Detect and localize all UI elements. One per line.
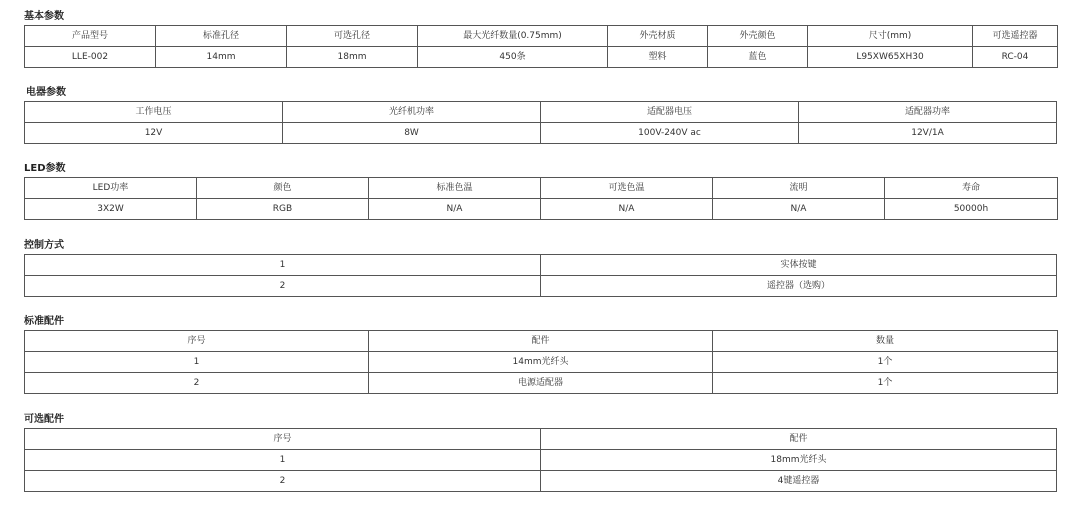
table-header-row bbox=[25, 102, 1057, 123]
header-cell: 适配器电压 bbox=[541, 102, 799, 123]
section-title-standard-parts: 标准配件 bbox=[24, 316, 64, 327]
table-cell: N/A bbox=[541, 199, 713, 220]
header-cell: 流明 bbox=[713, 178, 885, 199]
table-row bbox=[25, 450, 1057, 471]
table-header-row bbox=[25, 331, 1058, 352]
control-method-table bbox=[24, 254, 1057, 297]
table-cell: 8W bbox=[283, 123, 541, 144]
table-cell: 100V-240V ac bbox=[541, 123, 799, 144]
header-cell: 配件 bbox=[369, 331, 713, 352]
header-cell: 外壳材质 bbox=[608, 26, 708, 47]
table-cell: 1 bbox=[25, 352, 369, 373]
header-cell: 配件 bbox=[541, 429, 1057, 450]
header-cell: 外壳颜色 bbox=[708, 26, 808, 47]
table-row bbox=[25, 276, 1057, 297]
optional-parts-table bbox=[24, 428, 1057, 492]
header-cell: 寿命 bbox=[885, 178, 1058, 199]
basic-params-table bbox=[24, 25, 1058, 68]
header-cell: 光纤机功率 bbox=[283, 102, 541, 123]
header-cell: 尺寸(mm) bbox=[808, 26, 973, 47]
table-row bbox=[25, 199, 1058, 220]
table-cell: 遥控器（选购） bbox=[541, 276, 1057, 297]
table-cell: 1个 bbox=[713, 352, 1058, 373]
section-title-electrical: 电器参数 bbox=[26, 87, 66, 98]
table-header-row bbox=[25, 429, 1057, 450]
table-cell: 3X2W bbox=[25, 199, 197, 220]
table-cell: 1 bbox=[25, 450, 541, 471]
header-cell: 标准色温 bbox=[369, 178, 541, 199]
electrical-params-table bbox=[24, 101, 1057, 144]
table-cell: 电源适配器 bbox=[369, 373, 713, 394]
header-cell: 颜色 bbox=[197, 178, 369, 199]
section-title-basic: 基本参数 bbox=[24, 11, 64, 22]
table-cell: 14mm光纤头 bbox=[369, 352, 713, 373]
table-cell: N/A bbox=[369, 199, 541, 220]
table-cell: N/A bbox=[713, 199, 885, 220]
header-cell: 可选孔径 bbox=[287, 26, 418, 47]
table-row bbox=[25, 352, 1058, 373]
section-title-optional-parts: 可选配件 bbox=[24, 414, 64, 425]
table-row bbox=[25, 123, 1057, 144]
table-cell: 实体按键 bbox=[541, 255, 1057, 276]
table-cell: RC-04 bbox=[973, 47, 1058, 68]
table-header-row bbox=[25, 26, 1058, 47]
table-cell: 2 bbox=[25, 276, 541, 297]
table-cell: 蓝色 bbox=[708, 47, 808, 68]
table-cell: 14mm bbox=[156, 47, 287, 68]
table-cell: 塑料 bbox=[608, 47, 708, 68]
header-cell: 标准孔径 bbox=[156, 26, 287, 47]
standard-parts-table bbox=[24, 330, 1058, 394]
table-row bbox=[25, 471, 1057, 492]
header-cell: 数量 bbox=[713, 331, 1058, 352]
header-cell: 序号 bbox=[25, 331, 369, 352]
header-cell: 可选色温 bbox=[541, 178, 713, 199]
header-cell: 最大光纤数量(0.75mm) bbox=[418, 26, 608, 47]
table-row bbox=[25, 47, 1058, 68]
header-cell: 可选遥控器 bbox=[973, 26, 1058, 47]
table-cell: 50000h bbox=[885, 199, 1058, 220]
table-cell: L95XW65XH30 bbox=[808, 47, 973, 68]
table-cell: LLE-002 bbox=[25, 47, 156, 68]
table-cell: 12V/1A bbox=[799, 123, 1057, 144]
table-cell: 4键遥控器 bbox=[541, 471, 1057, 492]
table-cell: 1 bbox=[25, 255, 541, 276]
table-row bbox=[25, 255, 1057, 276]
table-header-row bbox=[25, 178, 1058, 199]
header-cell: 适配器功率 bbox=[799, 102, 1057, 123]
header-cell: 工作电压 bbox=[25, 102, 283, 123]
table-cell: 18mm bbox=[287, 47, 418, 68]
header-cell: LED功率 bbox=[25, 178, 197, 199]
led-params-table bbox=[24, 177, 1058, 220]
header-cell: 序号 bbox=[25, 429, 541, 450]
table-cell: 2 bbox=[25, 373, 369, 394]
table-cell: 450条 bbox=[418, 47, 608, 68]
section-title-control: 控制方式 bbox=[24, 240, 64, 251]
header-cell: 产品型号 bbox=[25, 26, 156, 47]
table-cell: 2 bbox=[25, 471, 541, 492]
table-cell: 12V bbox=[25, 123, 283, 144]
table-row bbox=[25, 373, 1058, 394]
table-cell: 1个 bbox=[713, 373, 1058, 394]
table-cell: RGB bbox=[197, 199, 369, 220]
table-cell: 18mm光纤头 bbox=[541, 450, 1057, 471]
section-title-led: LED参数 bbox=[24, 163, 66, 174]
